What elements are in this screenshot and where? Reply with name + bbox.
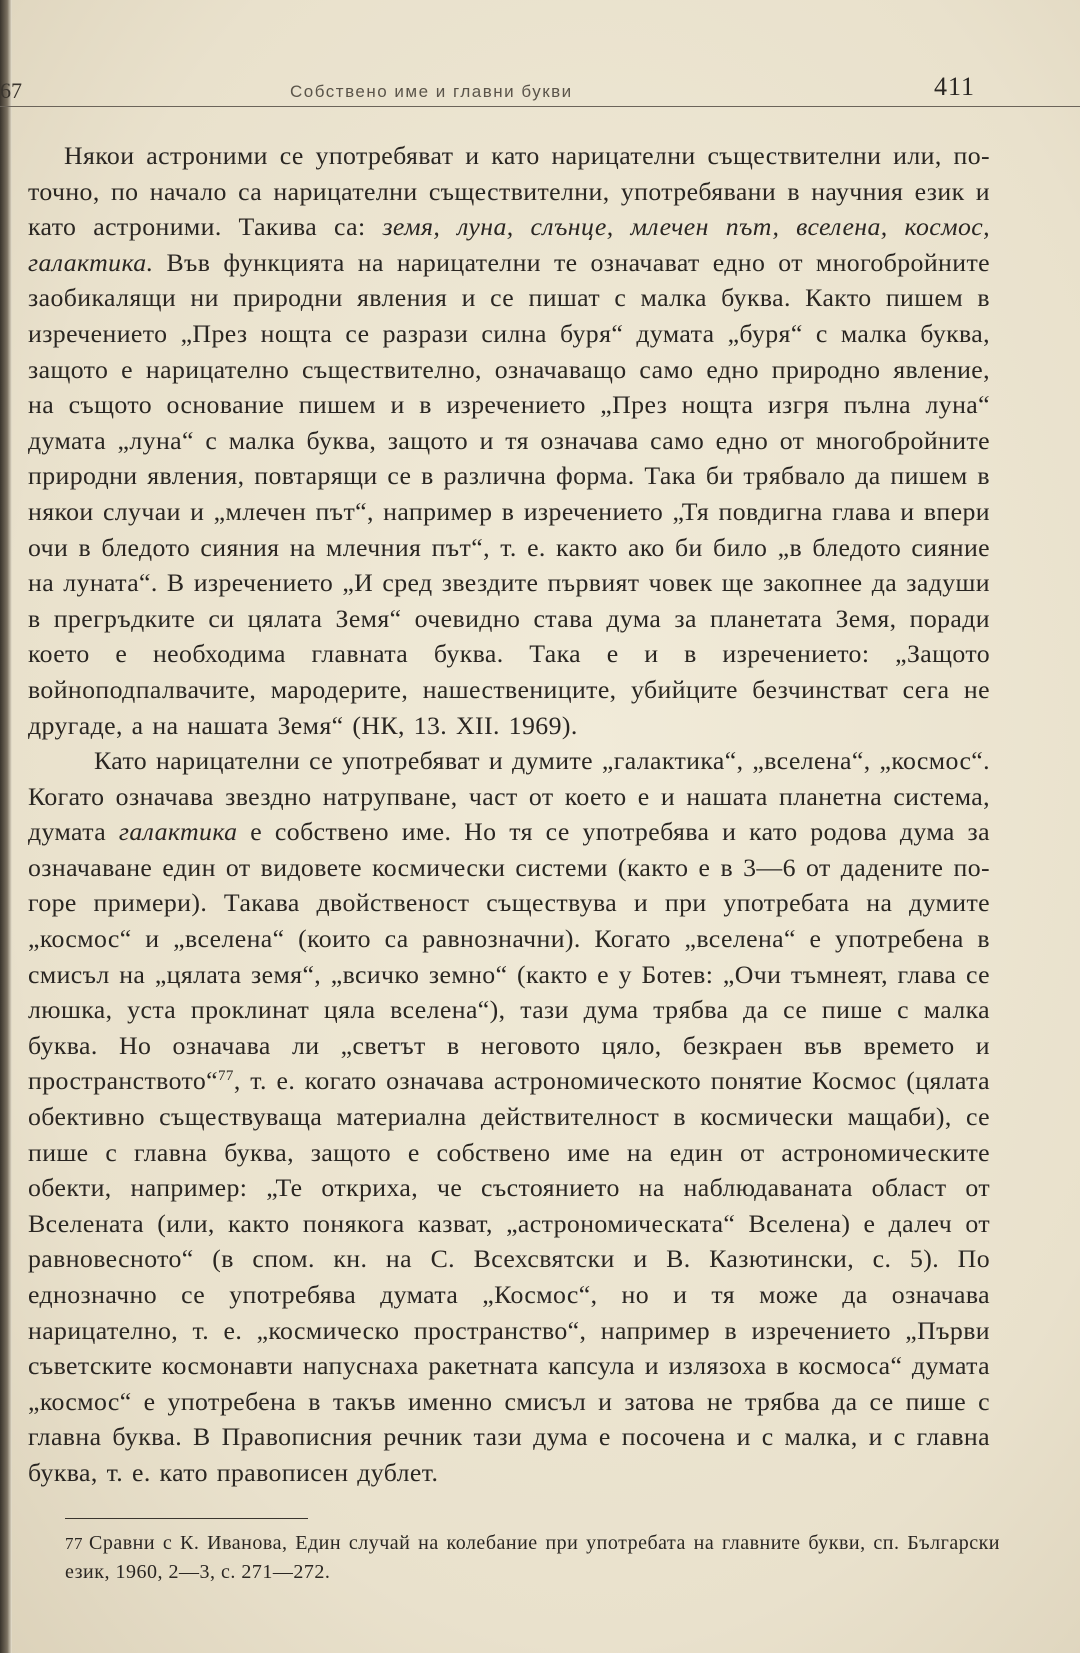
paragraph-2-text-c: , т. е. когато означава астрономическото понятие Космос (цялата обективно съществуваща материална действителност в космически мащаби), се пише с главна буква, защото е собствено име на един от астрономическите обекти, например: „Те откриха, че състоянието на наблюдаваната област от Вселената (или, както понякога казват, „астрономическата“ Вселена) е далеч от равновесното“ (в спом. кн. на С. Всехсвятски и В. Казютински, с. 5). По еднозначно се употребява думата „Космос“, но и тя може да означава нарицателно, т. е. „космическо пространство“, например в изречението „Първи съветските космонавти напуснаха ракетната капсула и излязоха в космоса“ думата „космос“ е употребена в такъв именно смисъл и затова не трябва да се пише с главна буква. В Правописния речник тази дума е посочена и с малка, и с главна буква, т. е. като правописен дублет. bbox=[28, 1066, 990, 1487]
paragraph-1-italic-terms: земя, луна, слънце, млечен път, вселена, космос, галактика. bbox=[28, 212, 991, 277]
paragraph-1-text-a: Някои астроними се употребяват и като нарицателни съществителни или, по-точно, по начало са нарицателни съществителни, употребявани в научния език и като астроними. Такива са: bbox=[28, 141, 990, 242]
paragraph-2-italic-term: галактика bbox=[118, 817, 238, 847]
page-header bbox=[0, 72, 1080, 107]
paragraph-2-text-a: Като нарицателни се употребяват и думите „галактика“, „вселена“, „космос“. Когато означава звездно натрупване, част от което е и нашата планетна система, думата bbox=[28, 746, 990, 847]
footnote bbox=[65, 1529, 1000, 1587]
paragraph-2-text-b: е собствено име. Но тя се употребява и като родова дума за означаване един от видовете космически системи (както е в 3—6 от дадените по-горе примери). Такава двойственост съществува и при употребата на думите „космос“ и „вселена“ (които са равнозначни). Когато „вселена“ е употребена в смисъл на „цялата земя“, „всичко земно“ (както е у Ботев: „Очи тъмнеят, глава се люшка, уста проклинат цяла вселена“), тази дума трябва да се пише с малка буква. Но означава ли „светът в неговото цяло, безкраен във времето и пространството“ bbox=[28, 817, 990, 1096]
body-text bbox=[28, 138, 990, 1491]
footnote-reference[interactable]: 77 bbox=[218, 1068, 234, 1085]
running-head: Собствено име и главни букви bbox=[290, 82, 573, 101]
previous-page-number: 67 bbox=[0, 78, 22, 103]
footnote-text: Сравни с К. Иванова, Един случай на колебание при употребата на главните букви, сп. Български език, 1960, 2—3, с. 271—272. bbox=[65, 1532, 1000, 1583]
footnote-divider bbox=[65, 1518, 308, 1519]
page-number: 411 bbox=[933, 72, 975, 101]
paragraph-2 bbox=[28, 743, 990, 1490]
paragraph-1-text-b: Във функцията на нарицателни те означават едно от многобройните заобикалящи ни природни явления и се пишат с малка буква. Както пишем в изречението „През нощта се разрази силна буря“ думата „буря“ с малка буква, защото е нарицателно съществително, означаващо само едно природно явление, на същото основание пишем и в изречението „През нощта изгря пълна луна“ думата „луна“ с малка буква, защото и тя означава само едно от многобройните природни явления, повтарящи се в различна форма. Така би трябвало да пишем в някои случаи и „млечен път“, например в изречението „Тя повдигна глава и впери очи в бледото сияния на млечния път“, т. е. както ако би било „в бледото сияние на луната“. В изречението „И сред звездите първият човек ще закопнее да задуши в прегръдките си цялата Земя“ очевидно става дума за планетата Земя, поради което е необходима главната буква. Така е и в изречението: „Защото войноподпалвачите, мародерите, нашествениците, убийците безчинстват сега не другаде, а на нашата Земя“ (НК, 13. XII. 1969). bbox=[28, 247, 990, 740]
footnote-number: 77 bbox=[65, 1534, 83, 1553]
paragraph-1 bbox=[28, 138, 990, 743]
book-spine-shadow bbox=[0, 0, 12, 1653]
